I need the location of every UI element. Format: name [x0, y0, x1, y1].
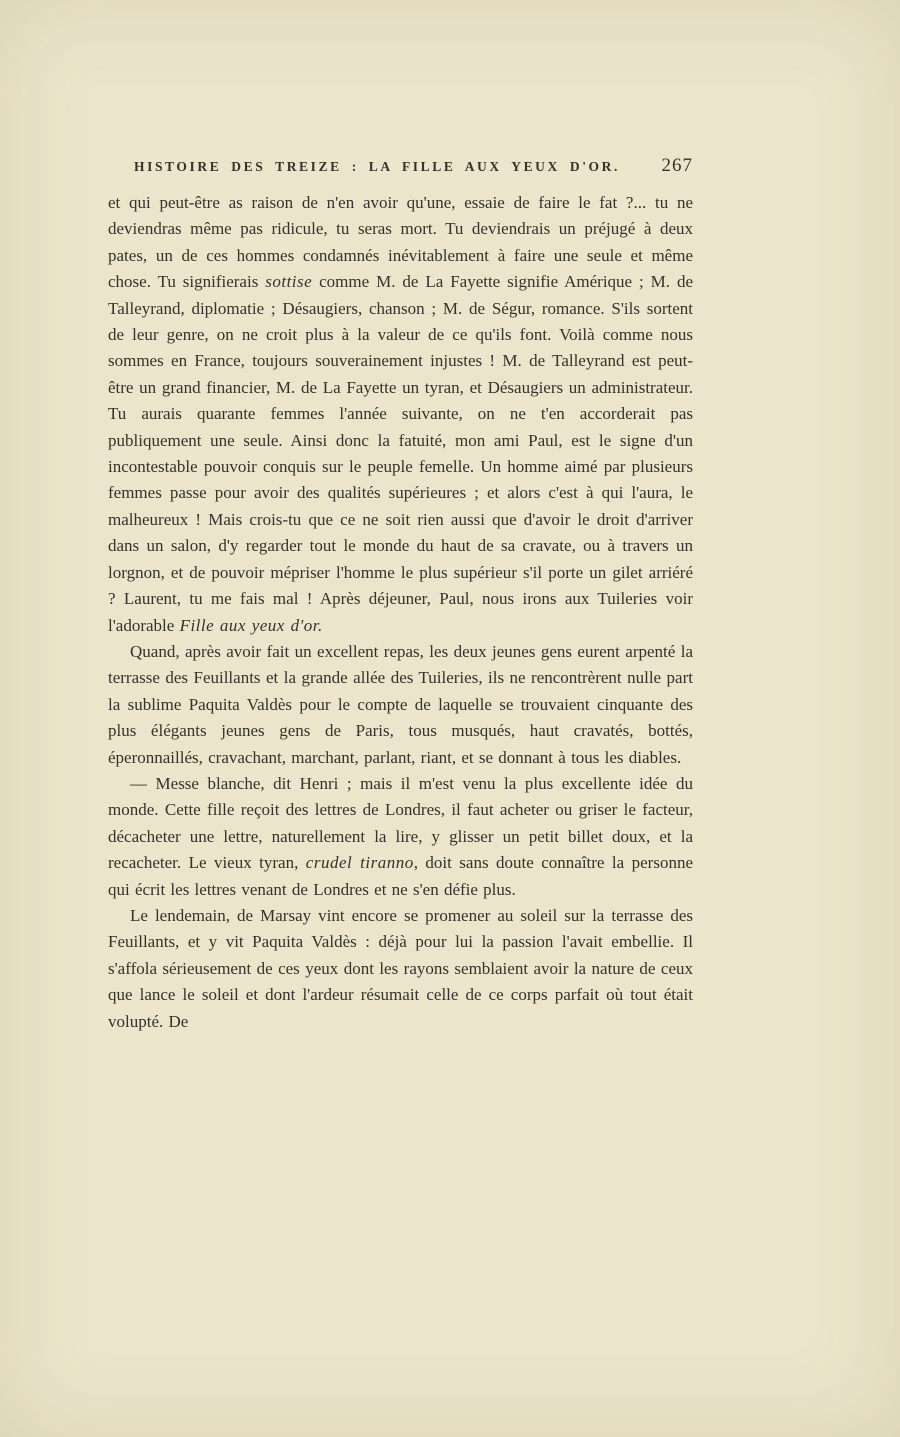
- body-text: Quand, après avoir fait un excellent repas, les deux jeunes gens eurent arpenté la terrasse des Feuillants et la grande allée des Tuileries, ils ne rencontrèrent nulle part la sublime Paquita Valdès pour le compte de laquelle se trouvaient cinquante des plus élégants jeunes gens de Paris, tous musqués, haut cravatés, bottés, éperonnaillés, cravachant, marchant, parlant, riant, et se donnant à tous les diables.: [108, 641, 693, 767]
- paragraph: [108, 190, 693, 639]
- body-text: — Messe blanche, dit Henri ; mais il m'est venu la plus excellente idée du monde. Cette fille reçoit des lettres de Londres, il faut acheter ou griser le facteur, décacheter une lettre, naturellement la lire, y glisser un petit billet doux, et la recacheter. Le vieux tyran,: [108, 773, 693, 873]
- body-text: Le lendemain, de Marsay vint encore se promener au soleil sur la terrasse des Feuillants, et y vit Paquita Valdès : déjà pour lui la passion l'avait embellie. Il s'affola sérieusement de ces yeux dont les rayons semblaient avoir la nature de ceux que lance le soleil et dont l'ardeur résumait celle de ce corps parfait où tout était volupté. De: [108, 905, 693, 1031]
- paragraph: [108, 639, 693, 771]
- italic-text: crudel tiranno: [305, 853, 414, 873]
- italic-text: sottise: [265, 272, 313, 292]
- paragraph: [108, 903, 693, 1035]
- text-block: [108, 190, 693, 1035]
- running-header-title: HISTOIRE DES TREIZE : LA FILLE AUX YEUX D'OR.: [134, 159, 620, 174]
- paragraph: [108, 771, 693, 903]
- running-header: [108, 155, 693, 177]
- body-text: et qui peut-être as raison de n'en avoir qu'une, essaie de faire le fat ?... tu ne deviendras même pas ridicule, tu seras mort. Tu deviendrais un préjugé à deux pates, un de ces hommes condamnés inévitablement à faire une seule et même chose. Tu signifierais: [108, 193, 693, 292]
- body-text: comme M. de La Fayette signifie Amérique ; M. de Talleyrand, diplomatie ; Désaugiers, chanson ; M. de Ségur, romance. S'ils sortent de leur genre, on ne croit plus à la valeur de ce qu'ils font. Voilà comme nous sommes en France, toujours souverainement injustes ! M. de Talleyrand est peut-être un grand financier, M. de La Fayette un tyran, et Désaugiers un administrateur. Tu aurais quarante femmes l'année suivante, on ne t'en accorderait pas publiquement une seule. Ainsi donc la fatuité, mon ami Paul, est le signe d'un incontestable pouvoir conquis sur le peuple femelle. Un homme aimé par plusieurs femmes passe pour avoir des qualités supérieures ; et alors c'est à qui l'aura, le malheureux ! Mais crois-tu que ce ne soit rien aussi que d'avoir le droit d'arriver dans un salon, d'y regarder tout le monde du haut de sa cravate, ou à travers un lorgnon, et de pouvoir mépriser l'homme le plus supérieur s'il porte un gilet arriéré ? Laurent, tu me fais mal ! Après déjeuner, Paul, nous irons aux Tuileries voir l'adorable: [108, 272, 693, 635]
- body-text: , doit sans doute connaître la personne qui écrit les lettres venant de Londres et ne s'en défie plus.: [108, 853, 693, 899]
- italic-text: Fille aux yeux d'or.: [179, 615, 323, 635]
- page-number: 267: [661, 155, 693, 176]
